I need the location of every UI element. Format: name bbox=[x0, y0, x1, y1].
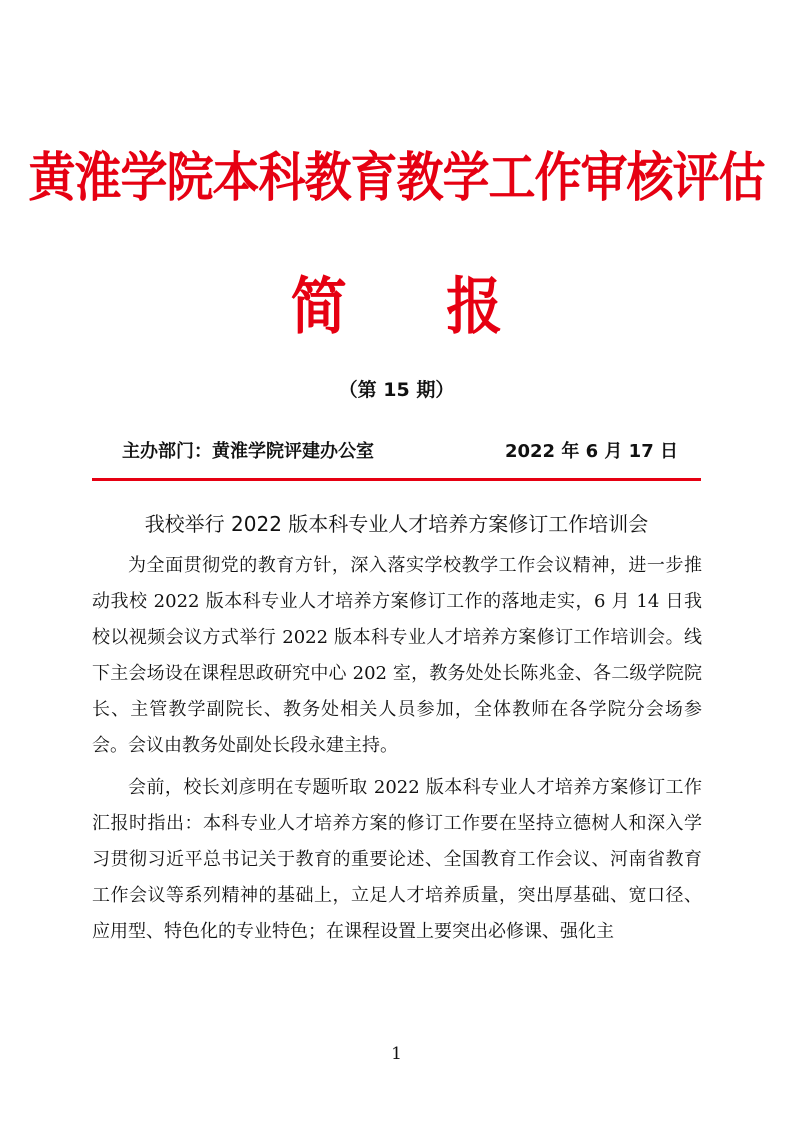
paragraph: 为全面贯彻党的教育方针，深入落实学校教学工作会议精神，进一步推动我校 2022 版本科专业人才培养方案修订工作的落地走实，6 月 14 日我校以视频会议方式举行 2022 版本科专业人才培养方案修订工作培训会。线下主会场设在课程思政研究中心 202 室，教务处处长陈兆金、各二级学院院长、主管教学副院长、教务处相关人员参加，全体教师在各学院分会场参会。会议由教务处副处长段永建主持。 bbox=[92, 555, 702, 756]
issue-date: 2022 年 6 月 17 日 bbox=[504, 441, 678, 462]
masthead-subtitle: 简 报 bbox=[290, 271, 543, 343]
article-body bbox=[92, 548, 702, 956]
article-title: 我校举行 2022 版本科专业人才培养方案修订工作培训会 bbox=[144, 512, 649, 536]
paragraph: 会前，校长刘彦明在专题听取 2022 版本科专业人才培养方案修订工作汇报时指出：本科专业人才培养方案的修订工作要在坚持立德树人和深入学习贯彻习近平总书记关于教育的重要论述、全国教育工作会议、河南省教育工作会议等系列精神的基础上，立足人才培养质量，突出厚基础、宽口径、应用型、特色化的专业特色；在课程设置上要突出必修课、强化主 bbox=[92, 777, 702, 942]
meta-row bbox=[122, 437, 678, 463]
masthead-title: 黄淮学院本科教育教学工作审核评估 bbox=[28, 147, 765, 209]
red-divider bbox=[92, 478, 701, 481]
page-number: 1 bbox=[391, 1044, 402, 1064]
issue-number: （第 15 期） bbox=[338, 379, 455, 401]
sponsor-department: 主办部门：黄淮学院评建办公室 bbox=[122, 441, 374, 462]
